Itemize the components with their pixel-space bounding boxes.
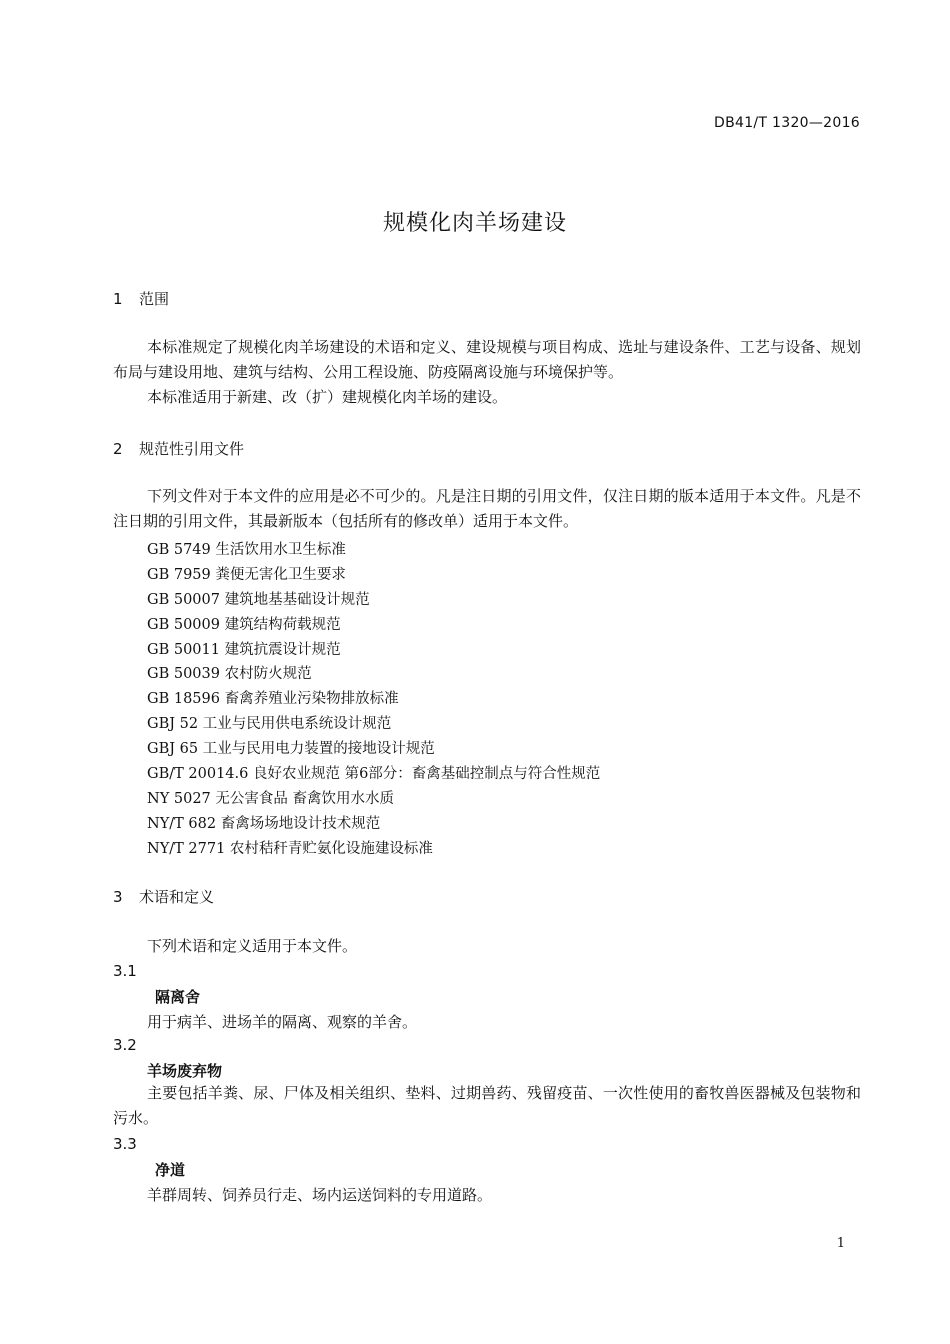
section-title: 术语和定义 (139, 888, 215, 906)
section-1-paragraph-2: 本标准适用于新建、改（扩）建规模化肉羊场的建设。 (147, 388, 508, 406)
section-number: 2 (113, 440, 123, 458)
section-3-heading (113, 886, 214, 907)
reference-item: GBJ 52 工业与民用供电系统设计规范 (147, 716, 392, 732)
section-title: 规范性引用文件 (139, 440, 245, 458)
term-number: 3.2 (113, 1036, 137, 1054)
reference-item: GBJ 65 工业与民用电力装置的接地设计规范 (147, 741, 435, 757)
term-definition: 主要包括羊粪、尿、尸体及相关组织、垫料、过期兽药、残留疫苗、一次性使用的畜牧兽医器械及包装物和污水。 (113, 1084, 861, 1127)
reference-item: GB 50009 建筑结构荷载规范 (147, 617, 341, 633)
term-name: 羊场废弃物 (147, 1062, 223, 1080)
reference-item: GB/T 20014.6 良好农业规范 第6部分：畜禽基础控制点与符合性规范 (147, 766, 601, 782)
reference-item: NY/T 682 畜禽场场地设计技术规范 (147, 816, 381, 832)
reference-item: GB 5749 生活饮用水卫生标准 (147, 542, 346, 558)
reference-item: GB 50007 建筑地基基础设计规范 (147, 592, 370, 608)
term-name: 净道 (155, 1161, 186, 1179)
term-number: 3.3 (113, 1135, 137, 1153)
page-number: 1 (836, 1236, 845, 1251)
term-number: 3.1 (113, 962, 137, 980)
section-title: 范围 (139, 290, 170, 308)
section-2-heading (113, 438, 244, 459)
document-title: 规模化肉羊场建设 (382, 211, 567, 236)
section-1-heading (113, 288, 169, 309)
section-1-paragraph-1: 本标准规定了规模化肉羊场建设的术语和定义、建设规模与项目构成、选址与建设条件、工艺与设备、规划布局与建设用地、建筑与结构、公用工程设施、防疫隔离设施与环境保护等。 (113, 338, 861, 381)
section-3-paragraph-1: 下列术语和定义适用于本文件。 (147, 937, 358, 955)
term-name: 隔离舍 (155, 988, 201, 1006)
reference-item: GB 18596 畜禽养殖业污染物排放标准 (147, 691, 399, 707)
section-2-paragraph-1: 下列文件对于本文件的应用是必不可少的。凡是注日期的引用文件，仅注日期的版本适用于本文件。凡是不注日期的引用文件，其最新版本（包括所有的修改单）适用于本文件。 (113, 487, 861, 530)
section-number: 3 (113, 888, 123, 906)
reference-item: NY 5027 无公害食品 畜禽饮用水水质 (147, 791, 394, 807)
reference-item: GB 50011 建筑抗震设计规范 (147, 642, 341, 658)
reference-item: GB 50039 农村防火规范 (147, 666, 312, 682)
document-code: DB41/T 1320—2016 (714, 115, 860, 131)
term-definition: 用于病羊、进场羊的隔离、观察的羊舍。 (147, 1013, 418, 1031)
term-definition: 羊群周转、饲养员行走、场内运送饲料的专用道路。 (147, 1186, 493, 1204)
section-number: 1 (113, 290, 123, 308)
reference-item: GB 7959 粪便无害化卫生要求 (147, 567, 346, 583)
reference-item: NY/T 2771 农村秸秆青贮氨化设施建设标准 (147, 841, 433, 857)
